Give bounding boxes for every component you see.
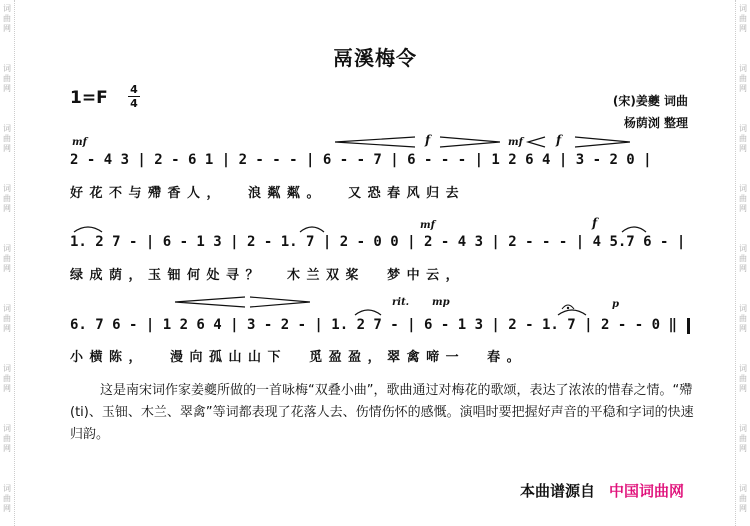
dynamic-mark: f bbox=[556, 133, 562, 147]
watermark-char: 曲 bbox=[3, 194, 11, 203]
watermark-char: 词 bbox=[739, 484, 747, 493]
watermark-char: 曲 bbox=[739, 374, 747, 383]
watermark-char: 曲 bbox=[3, 494, 11, 503]
watermark-char: 词 bbox=[3, 424, 11, 433]
lyrics-line-1: 好花不与殢香人， 浪粼粼。 又恐春风归去 bbox=[70, 186, 466, 201]
dynamic-mark: mf bbox=[508, 137, 523, 148]
watermark-char: 词 bbox=[739, 64, 747, 73]
watermark-char: 曲 bbox=[3, 14, 11, 23]
slur bbox=[300, 227, 324, 232]
watermark-char: 网 bbox=[3, 504, 11, 513]
dynamic-mark: mp bbox=[432, 297, 450, 308]
watermark-char: 曲 bbox=[739, 434, 747, 443]
dynamic-mark: mf bbox=[420, 220, 435, 231]
description-paragraph: 这是南宋词作家姜夔所做的一首咏梅“双叠小曲”，歌曲通过对梅花的歌颂，表达了浓浓的惜春之情。“殢(ti)、玉钿、木兰、翠禽”等词都表现了花落人去、伤情伤怀的感慨。演唱时要把握好声音的平稳和字词的快速归韵。 bbox=[70, 383, 694, 442]
watermark-char: 网 bbox=[739, 384, 747, 393]
time-signature-bottom: 4 bbox=[130, 97, 138, 110]
watermark-char: 曲 bbox=[739, 254, 747, 263]
dynamic-mark: f bbox=[425, 133, 431, 147]
watermark-char: 词 bbox=[3, 484, 11, 493]
watermark-char: 曲 bbox=[739, 194, 747, 203]
slur bbox=[355, 310, 381, 315]
watermark-char: 词 bbox=[3, 244, 11, 253]
watermark-char: 网 bbox=[739, 324, 747, 333]
watermark-char: 词 bbox=[739, 244, 747, 253]
watermark-char: 网 bbox=[739, 204, 747, 213]
time-signature-top: 4 bbox=[130, 83, 138, 96]
watermark-char: 网 bbox=[3, 264, 11, 273]
watermark-char: 曲 bbox=[739, 74, 747, 83]
crescendo-hairpin bbox=[528, 137, 545, 147]
author-credit: (宋)姜夔 词曲 bbox=[612, 94, 688, 108]
decrescendo-hairpin bbox=[575, 137, 630, 147]
watermark-char: 网 bbox=[739, 444, 747, 453]
notation-line-1: 2 - 4 3 | 2 - 6 1 | 2 - - - | 6 - - 7 | 6 - - - | 1 2 6 4 | 3 - 2 0 | bbox=[70, 152, 652, 168]
watermark-char: 曲 bbox=[3, 374, 11, 383]
watermark-char: 网 bbox=[3, 24, 11, 33]
watermark-char: 曲 bbox=[739, 494, 747, 503]
crescendo-hairpin bbox=[335, 137, 415, 147]
song-title: 鬲溪梅令 bbox=[333, 46, 417, 70]
decrescendo-hairpin bbox=[250, 297, 310, 307]
watermark-char: 网 bbox=[3, 204, 11, 213]
watermark-char: 曲 bbox=[3, 254, 11, 263]
crescendo-hairpin bbox=[175, 297, 245, 307]
watermark-char: 曲 bbox=[3, 74, 11, 83]
notation-line-2: 1. 2 7 - | 6 - 1 3 | 2 - 1. 7 | 2 - 0 0 | 2 - 4 3 | 2 - - - | 4 5.7 6 - | bbox=[70, 234, 686, 250]
source-credit bbox=[520, 480, 684, 501]
slur bbox=[74, 227, 102, 232]
watermark-char: 词 bbox=[3, 124, 11, 133]
source-brand-link[interactable]: 中国词曲网 bbox=[609, 482, 685, 500]
watermark-char: 网 bbox=[739, 504, 747, 513]
watermark-char: 网 bbox=[3, 84, 11, 93]
watermark-char: 词 bbox=[3, 364, 11, 373]
watermark-char: 词 bbox=[3, 4, 11, 13]
watermark-char: 网 bbox=[3, 324, 11, 333]
watermark-char: 词 bbox=[739, 4, 747, 13]
watermark-char: 词 bbox=[739, 424, 747, 433]
slur bbox=[622, 227, 646, 232]
dynamic-mark: mf bbox=[72, 137, 87, 148]
tempo-mark: rit. bbox=[392, 297, 410, 308]
notation-line-3: 6. 7 6 - | 1 2 6 4 | 3 - 2 - | 1. 2 7 - | 6 - 1 3 | 2 - 1. 7 | 2 - - 0 ‖ bbox=[70, 317, 677, 333]
watermark-char: 词 bbox=[3, 184, 11, 193]
watermark-char: 曲 bbox=[739, 14, 747, 23]
watermark-char: 词 bbox=[739, 184, 747, 193]
watermark-char: 曲 bbox=[3, 134, 11, 143]
watermark-char: 曲 bbox=[3, 314, 11, 323]
watermark-char: 网 bbox=[3, 144, 11, 153]
watermark-char: 网 bbox=[3, 444, 11, 453]
watermark-char: 词 bbox=[739, 124, 747, 133]
watermark-char: 词 bbox=[739, 364, 747, 373]
dynamic-mark: p bbox=[612, 299, 619, 310]
lyrics-line-3: 小横陈， 漫向孤山山下 觅盈盈，翠禽啼一 春。 bbox=[70, 350, 527, 365]
watermark-char: 曲 bbox=[3, 434, 11, 443]
lyrics-line-2: 绿成荫，玉钿何处寻？ 木兰双桨 梦中云， bbox=[70, 268, 466, 283]
key-signature: 1=F bbox=[70, 88, 108, 108]
source-label: 本曲谱源自 bbox=[520, 482, 596, 500]
watermark-char: 网 bbox=[739, 84, 747, 93]
watermark-char: 网 bbox=[3, 384, 11, 393]
watermark-char: 曲 bbox=[739, 314, 747, 323]
watermark-char: 网 bbox=[739, 144, 747, 153]
watermark-char: 词 bbox=[3, 64, 11, 73]
watermark-char: 网 bbox=[739, 24, 747, 33]
watermark-char: 网 bbox=[739, 264, 747, 273]
decrescendo-hairpin bbox=[440, 137, 500, 147]
slur bbox=[558, 310, 586, 315]
dynamic-mark: f bbox=[592, 216, 598, 230]
arranger-credit: 杨荫浏 整理 bbox=[623, 116, 688, 130]
watermark-char: 词 bbox=[3, 304, 11, 313]
watermark-char: 词 bbox=[739, 304, 747, 313]
watermark-char: 曲 bbox=[739, 134, 747, 143]
